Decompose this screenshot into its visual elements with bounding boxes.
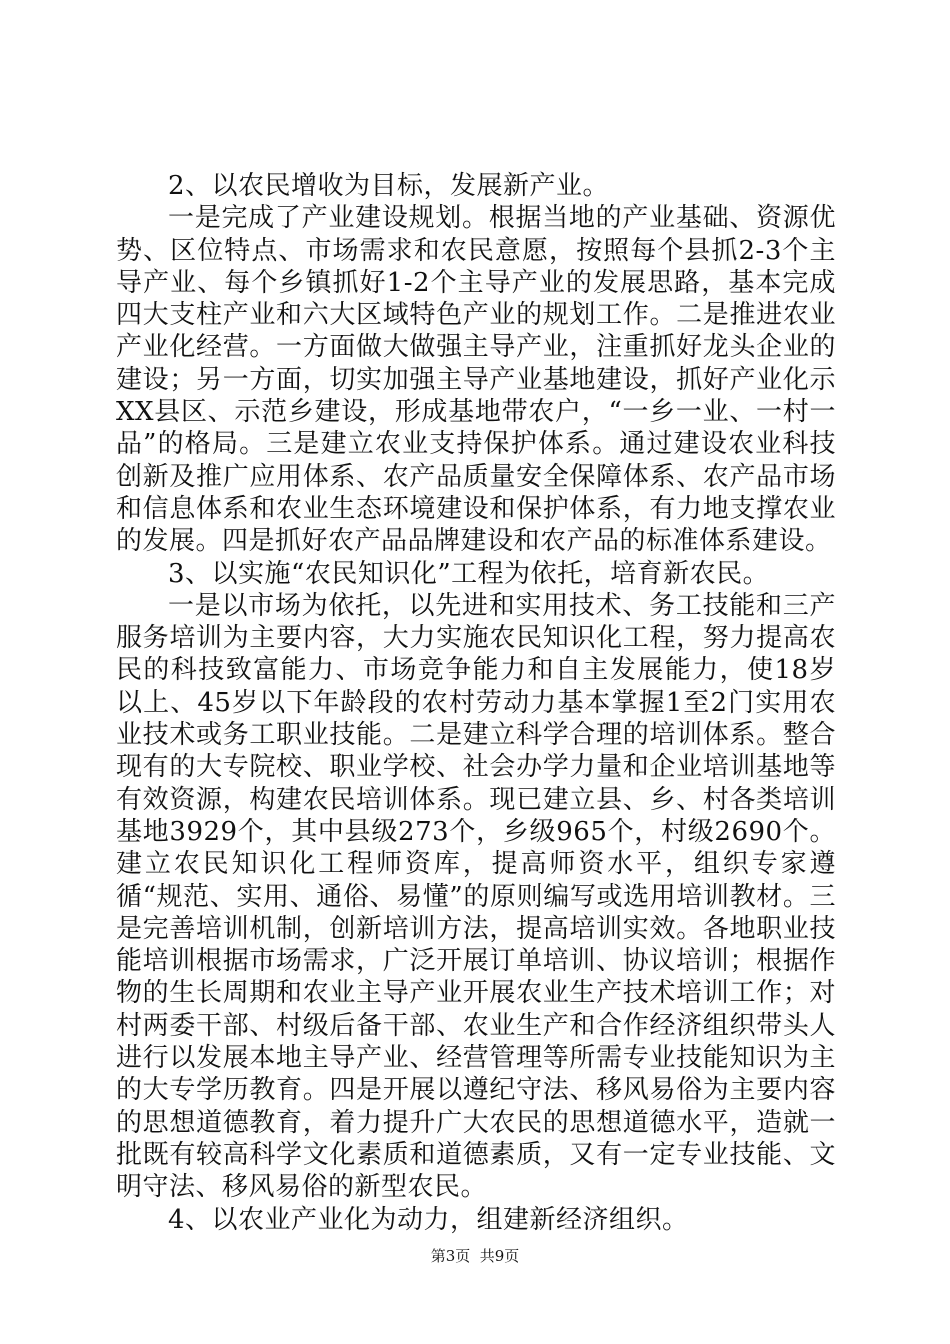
body-paragraph: 一是以市场为依托，以先进和实用技术、务工技能和三产服务培训为主要内容，大力实施农民知识化工程，努力提高农民的科技致富能力、市场竞争能力和自主发展能力，使18岁以上、45岁以下年龄段的农村劳动力基本掌握1至2门实用农业技术或务工职业技能。二是建立科学合理的培训体系。整合现有的大专院校、职业学校、社会办学力量和企业培训基地等有效资源，构建农民培训体系。现已建立县、乡、村各类培训基地3929个，其中县级273个，乡级965个，村级2690个。建立农民知识化工程师资库，提高师资水平，组织专家遵循“规范、实用、通俗、易懂”的原则编写或选用培训教材。三是完善培训机制，创新培训方法，提高培训实效。各地职业技能培训根据市场需求，广泛开展订单培训、协议培训；根据作物的生长周期和农业主导产业开展农业生产技术培训工作；对村两委干部、村级后备干部、农业生产和合作经济组织带头人进行以发展本地主导产业、经营管理等所需专业技能知识为主的大专学历教育。四是开展以遵纪守法、移风易俗为主要内容的思想道德教育，着力提升广大农民的思想道德水平，造就一批既有较高科学文化素质和道德素质，又有一定专业技能、文明守法、移风易俗的新型农民。: [116, 590, 836, 1203]
section-heading-3: 3、以实施“农民知识化”工程为依托，培育新农民。: [168, 558, 770, 589]
section-heading-4: 4、以农业产业化为动力，组建新经济组织。: [168, 1204, 689, 1235]
document-body: [116, 170, 836, 1236]
section-heading-2: 2、以农民增收为目标，发展新产业。: [168, 171, 610, 201]
body-paragraph: 一是完成了产业建设规划。根据当地的产业基础、资源优势、区位特点、市场需求和农民意愿，按照每个县抓2-3个主导产业、每个乡镇抓好1-2个主导产业的发展思路，基本完成四大支柱产业和六大区域特色产业的规划工作。二是推进农业产业化经营。一方面做大做强主导产业，注重抓好龙头企业的建设；另一方面，切实加强主导产业基地建设，抓好产业化示XX县区、示范乡建设，形成基地带农户，“一乡一业、一村一品”的格局。三是建立农业支持保护体系。通过建设农业科技创新及推广应用体系、农产品质量安全保障体系、农产品市场和信息体系和农业生态环境建设和保护体系，有力地支撑农业的发展。四是抓好农产品品牌建设和农产品的标准体系建设。: [116, 203, 836, 557]
page-footer: 第3页 共9页: [430, 1247, 520, 1265]
